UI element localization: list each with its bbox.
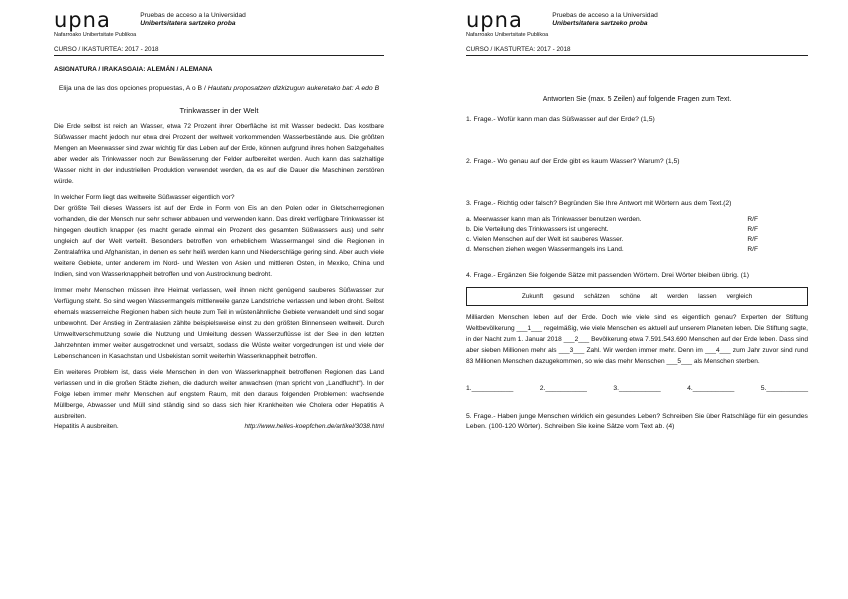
word: schätzen — [584, 293, 610, 300]
word: schöne — [619, 293, 641, 300]
statement-b — [466, 225, 808, 235]
header-line2-right: Unibertsitatera sartzeko proba — [552, 19, 648, 27]
campus-name: Nafarroako Unibertsitate Publikoa — [54, 32, 137, 38]
word: werden — [667, 293, 689, 300]
university-text-right — [552, 12, 658, 27]
blank[interactable]: 2.___________ — [539, 385, 587, 392]
footer — [54, 423, 384, 430]
course-label-right: CURSO / IKASTURTEA: 2017 - 2018 — [466, 46, 571, 53]
logo-block-right — [466, 10, 548, 40]
instruction-eu: Hautatu proposatzen dizkizugun aukeretako bat: A edo B — [207, 85, 380, 92]
statement-text: c. Vielen Menschen auf der Welt ist sauberes Wasser. — [466, 236, 624, 243]
campus-name-right: Nafarroako Unibertsitate Publikoa — [466, 32, 549, 38]
statement-a — [466, 215, 808, 225]
question-1: 1. Frage.- Wofür kann man das Süßwasser auf der Erde? (1,5) — [466, 116, 655, 123]
word-box — [466, 287, 808, 306]
course-line-right — [466, 46, 808, 53]
rf-mark: R/F — [747, 246, 758, 253]
course-label: CURSO / IKASTURTEA: 2017 - 2018 — [54, 46, 159, 53]
paragraph-4: Ein weiteres Problem ist, dass viele Menschen in den von Wasserknappheit betroffenen Regionen das Land verlassen und in die großen Städte ziehen, die dadurch weiter anwachsen (man spricht von „Landflucht“). In der Folge leben immer mehr Menschen auf engstem Raum, mit den daraus folgenden Problemen: wachsende Müllberge, Abwasser und Müll sind ständig sind so dass sich hier Krankheiten wie Cholera oder Hepatitis A ausbreiten. — [54, 369, 384, 420]
statement-text: b. Die Verteilung des Trinkwassers ist ungerecht. — [466, 226, 609, 233]
statement-c — [466, 235, 808, 245]
word: Zukunft — [521, 293, 544, 300]
question-3: 3. Frage.- Richtig oder falsch? Begründen Sie Ihre Antwort mit Wörtern aus dem Text.(2) — [466, 200, 732, 207]
subject: ASIGNATURA / IRAKASGAIA: ALEMÁN / ALEMANA — [54, 66, 213, 73]
instruction-es: Elija una de las dos opciones propuestas, A o B / — [58, 85, 208, 92]
logo-block — [54, 10, 136, 40]
rf-mark: R/F — [747, 216, 758, 223]
instruction — [54, 85, 384, 92]
header-line2: Unibertsitatera sartzeko proba — [140, 19, 236, 27]
blank[interactable]: 5.___________ — [760, 385, 808, 392]
answer-blanks — [466, 385, 808, 392]
course-line — [54, 46, 384, 53]
blank[interactable]: 4.___________ — [687, 385, 735, 392]
paragraph-1: Die Erde selbst ist reich an Wasser, etwa 72 Prozent ihrer Oberfläche ist mit Wasser bedeckt. Das kostbare Süßwasser macht jedoch nur etwa drei Prozent der weltweit vorkommenden Wasserbestände aus. Die größten Mengen an Meerwasser sind zwar wichtig für das Leben auf der Erde, können aufgrund ihres hohen Salzgehaltes aber weder als Trinkwasser noch zur Bewässerung der Felder aufbereitet werden. Auch kann das salzhaltige Wasser nicht in der industriellen Produktion verwendet werden, da es auf die Dauer die Maschinen zerstören würde. — [54, 123, 384, 185]
word: gesund — [553, 293, 575, 300]
statement-text: d. Menschen ziehen wegen Wassermangels ins Land. — [466, 246, 624, 253]
gap-fill-text: Milliarden Menschen leben auf der Erde. Doch wie viele sind es eigentlich genau? Experten der Stiftung Weltbevölkerung ___1___ regelmäßig, wie viele Menschen es aktuell auf unserem Planeten leben. Die Stiftung sagte, in der Nacht zum 1. Januar 2018 ___2___ Bevölkerung etwa 7.591.543.690 Menschen auf der Erde leben. Dass sind aber sieben Millionen mehr als ___3___ Zahl. Wir werden immer mehr. Denn im ___4___ zum Jahr zuvor sind rund 83 Millionen Menschen dazugekommen, so wie das mehr Menschen ___5___ als Menschen sterben. — [466, 314, 808, 365]
question-4: 4. Frage.- Ergänzen Sie folgende Sätze mit passenden Wörtern. Drei Wörter bleiben übrig. (1) — [466, 272, 749, 279]
rf-mark: R/F — [747, 236, 758, 243]
paragraph-2: Der größte Teil dieses Wassers ist auf der Erde in Form von Eis an den Polen oder in Gletscherregionen vorhanden, die der Mensch nur sehr schwer abbauen und verwenden kann. Das direkt verfügbare Trinkwasser ist hingegen deutlich knapper (es macht gerade einmal ein Prozent des gesamten Süßwassers aus) und sehr ungleich auf der Welt verteilt. Besonders betroffen von erheblichem Wassermangel sind die Regionen in Zentralafrika und Afghanistan, in denen es sehr heiß werden kann und Niederschläge gering sind. Aber auch viele weitere Gebiete, unter anderem im Nord- und Westen von Asien und mittleren Osten, in Mexiko, China und Indien, sind von Wasserknappheit betroffen und von Austrocknung bedroht. — [54, 205, 384, 278]
source-link[interactable]: http://www.helles-koepfchen.de/artikel/3038.html — [244, 423, 384, 430]
word: lassen — [698, 293, 717, 300]
header-line1-right: Pruebas de acceso a la Universidad — [552, 12, 658, 19]
blank[interactable]: 3.___________ — [613, 385, 661, 392]
university-text — [140, 12, 246, 27]
header-line1: Pruebas de acceso a la Universidad — [140, 12, 246, 19]
word: vergleich — [726, 293, 753, 300]
divider — [54, 55, 384, 56]
question-5: 5. Frage.- Haben junge Menschen wirklich ein gesundes Leben? Schreiben Sie über Ratschläge für ein gesundes Leben. (100-120 Wörter). Schreiben Sie keine Sätze vom Text ab. (4) — [466, 413, 808, 430]
question-2: 2. Frage.- Wo genau auf der Erde gibt es kaum Wasser? Warum? (1,5) — [466, 158, 680, 165]
right-page — [424, 0, 848, 599]
header-right — [466, 10, 808, 44]
word: alt — [650, 293, 658, 300]
statement-d — [466, 245, 808, 255]
blank[interactable]: 1.___________ — [466, 385, 514, 392]
statement-text: a. Meerwasser kann man als Trinkwasser benutzen werden. — [466, 216, 642, 223]
rf-mark: R/F — [747, 226, 758, 233]
header — [54, 10, 384, 44]
paragraph-2-title: In welcher Form liegt das weltweite Süßwasser eigentlich vor? — [54, 194, 235, 201]
questions-title: Antworten Sie (max. 5 Zeilen) auf folgende Fragen zum Text. — [542, 96, 732, 103]
paragraph-3: Immer mehr Menschen müssen ihre Heimat verlassen, weil ihnen nicht genügend sauberes Süßwasser zur Verfügung steht. So sind wegen Wassermangels mittlerweile ganze Landstriche verlassen und leben droht. Selbst ehemals wasserreiche Regionen haben sich heute zum Teil in wüstenähnliche Gebiete verwandelt und sind sogar unbewohnt. Der Anstieg in Zentralasien zählte beispielsweise einst zu den größten Binnenseen weltweit. Durch Umweltverschmutzung sowie die Nutzung und Umleitung dessen Wasserzuflüsse ist der See in den letzten Jahrzehnten immer weiter ausgetrocknet und versalzt, sodass die Wüste weiter vorgedrungen ist und viele der Lebenschancen in Kasachstan und Usbekistan somit weiterhin Wasserknappheit betroffen. — [54, 287, 384, 360]
upna-logo: upna — [54, 8, 111, 32]
divider-right — [466, 55, 808, 56]
text-title: Trinkwasser in der Welt — [179, 106, 259, 115]
upna-logo-right: upna — [466, 8, 523, 32]
footer-left: Hepatitis A ausbreiten. — [54, 423, 119, 430]
